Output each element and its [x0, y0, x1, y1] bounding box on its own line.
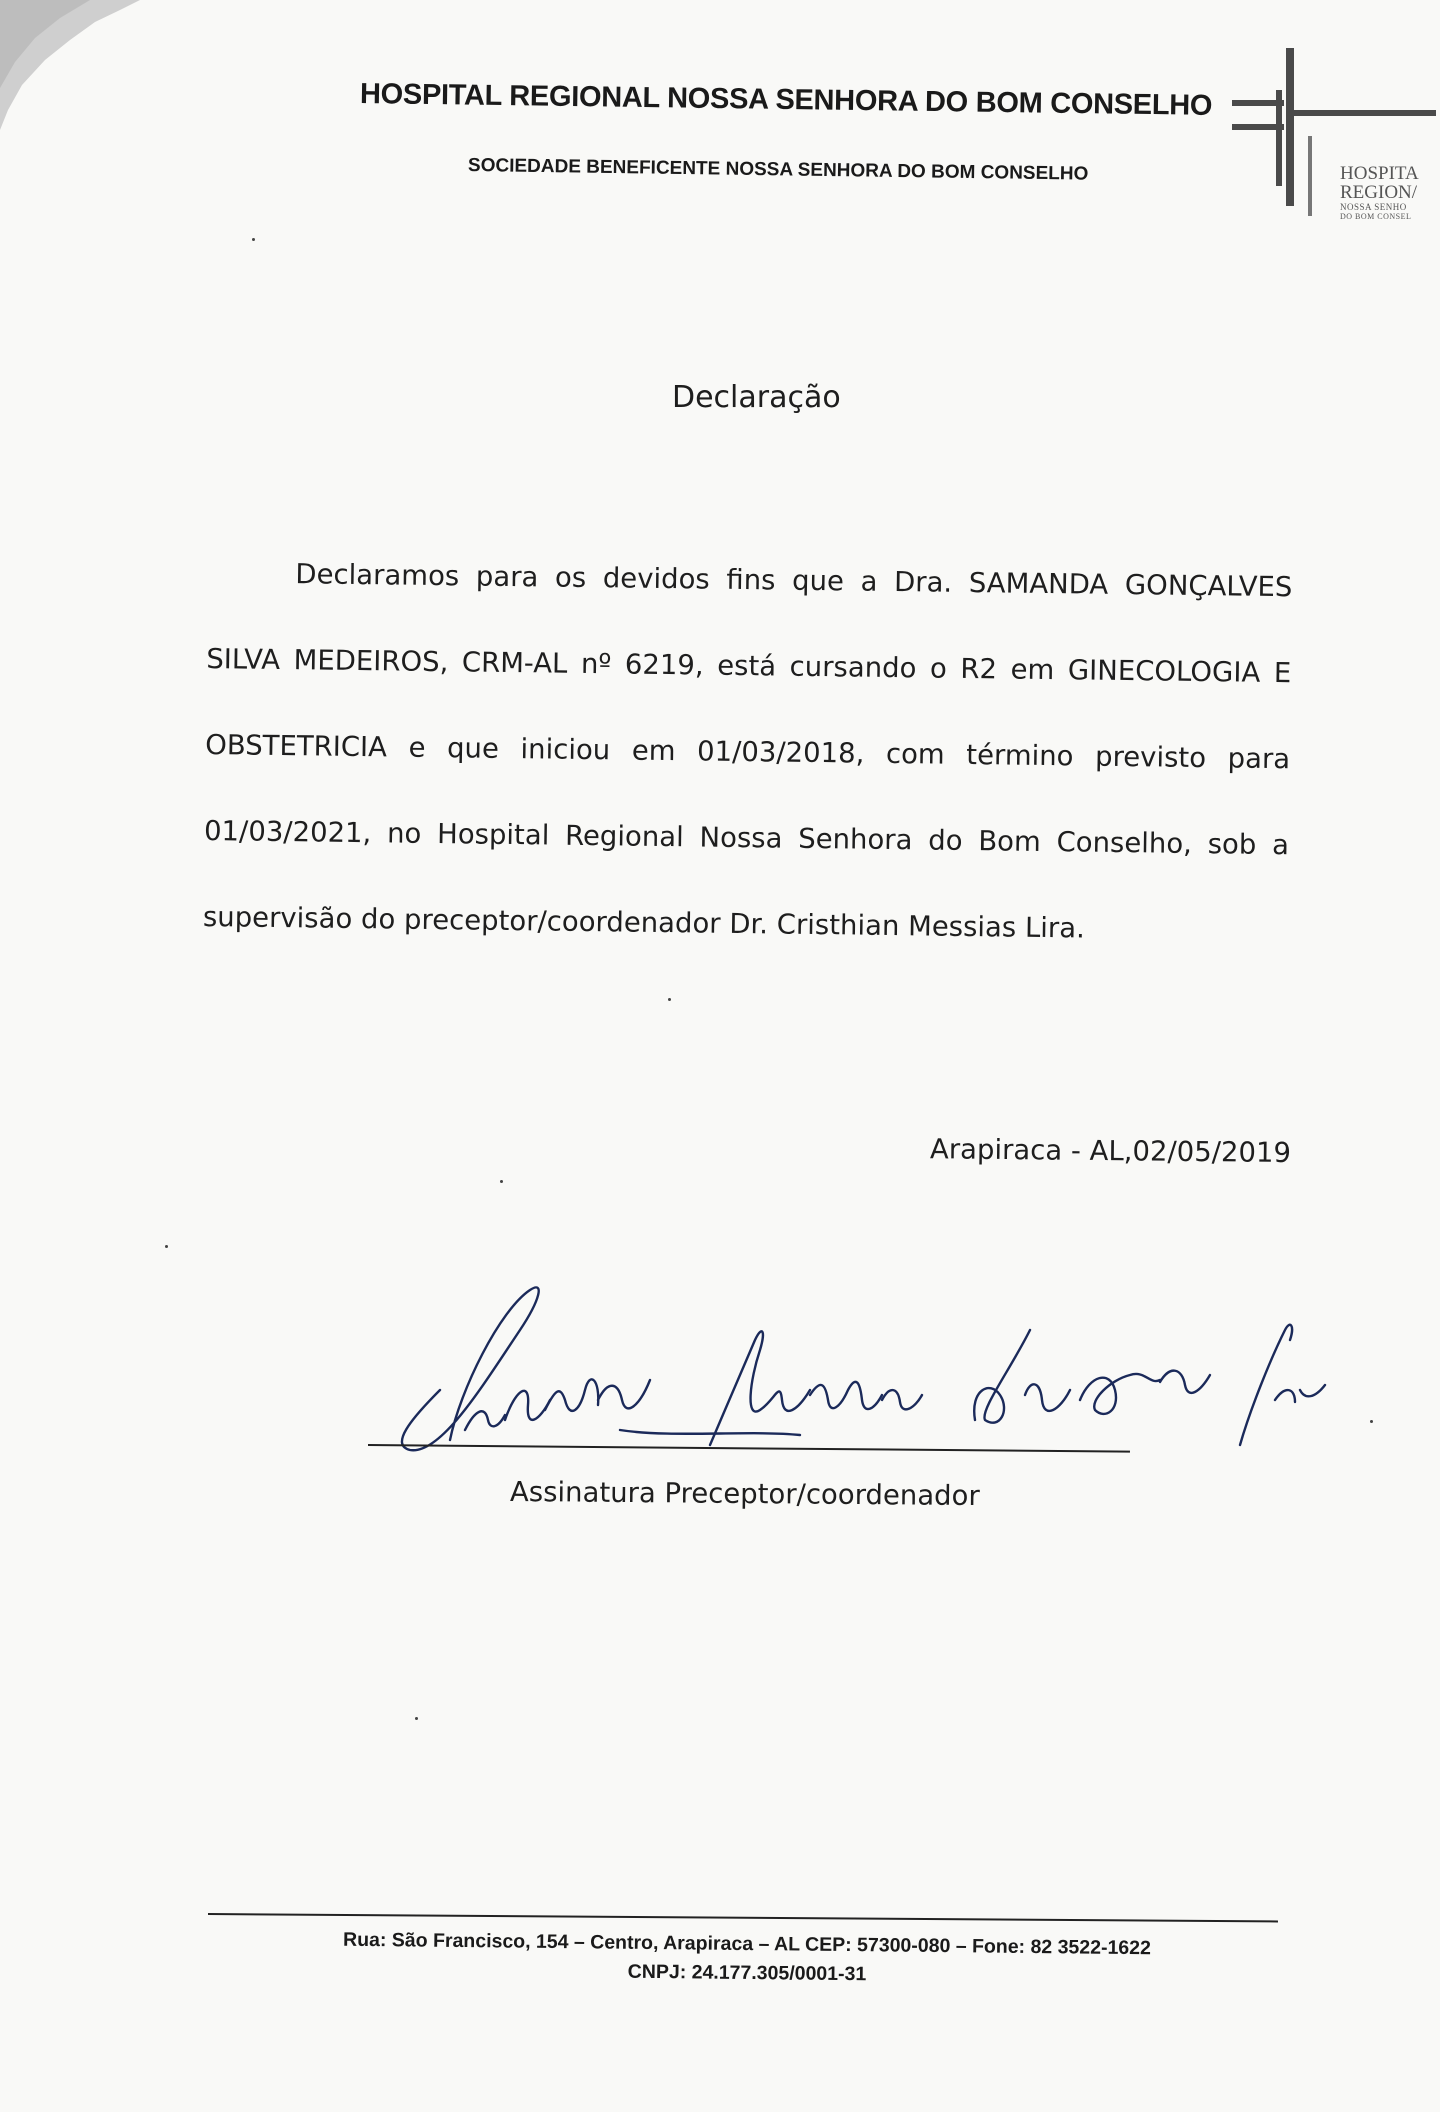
paper-speck — [415, 1717, 418, 1720]
paper-speck — [252, 238, 255, 241]
footer-divider — [208, 1913, 1278, 1922]
footer-address: Rua: São Francisco, 154 – Centro, Arapiraca – AL CEP: 57300-080 – Fone: 82 3522-1622 — [342, 1928, 1152, 1960]
document-title: Declaração — [672, 380, 841, 415]
logo-line-1: HOSPITA — [1340, 164, 1419, 183]
society-name: SOCIEDADE BENEFICENTE NOSSA SENHORA DO BOM CONSELHO — [467, 155, 1089, 185]
handwritten-signature — [370, 1270, 1330, 1470]
declaration-body: Declaramos para os devidos fins que a Dra. SAMANDA GONÇALVES SILVA MEDEIROS, CRM-AL nº 6219, está cursando o R2 em GINECOLOGIA E OBSTETRICIA e que iniciou em 01/03/2018, com término previsto para 01/03/2021, no Hospital Regional Nossa Senhora do Bom Conselho, sob a supervisão do preceptor/coordenador Dr. Cristhian Messias Lira. — [202, 558, 1293, 945]
torn-corner-shadow — [0, 0, 140, 130]
logo-line-3: NOSSA SENHO — [1340, 203, 1407, 212]
footer-cnpj: CNPJ: 24.177.305/0001-31 — [627, 1960, 867, 1986]
signature-caption: Assinatura Preceptor/coordenador — [509, 1475, 980, 1513]
paper-speck — [500, 1180, 503, 1183]
paper-speck — [1370, 1420, 1373, 1423]
place-and-date: Arapiraca - AL,02/05/2019 — [929, 1133, 1292, 1170]
logo-line-2: REGION/ — [1340, 183, 1418, 202]
logo-line-4: DO BOM CONSEL — [1340, 213, 1412, 221]
paper-speck — [165, 1245, 168, 1248]
paper-speck — [668, 998, 671, 1001]
hospital-name: HOSPITAL REGIONAL NOSSA SENHORA DO BOM CONSELHO — [359, 78, 1213, 122]
